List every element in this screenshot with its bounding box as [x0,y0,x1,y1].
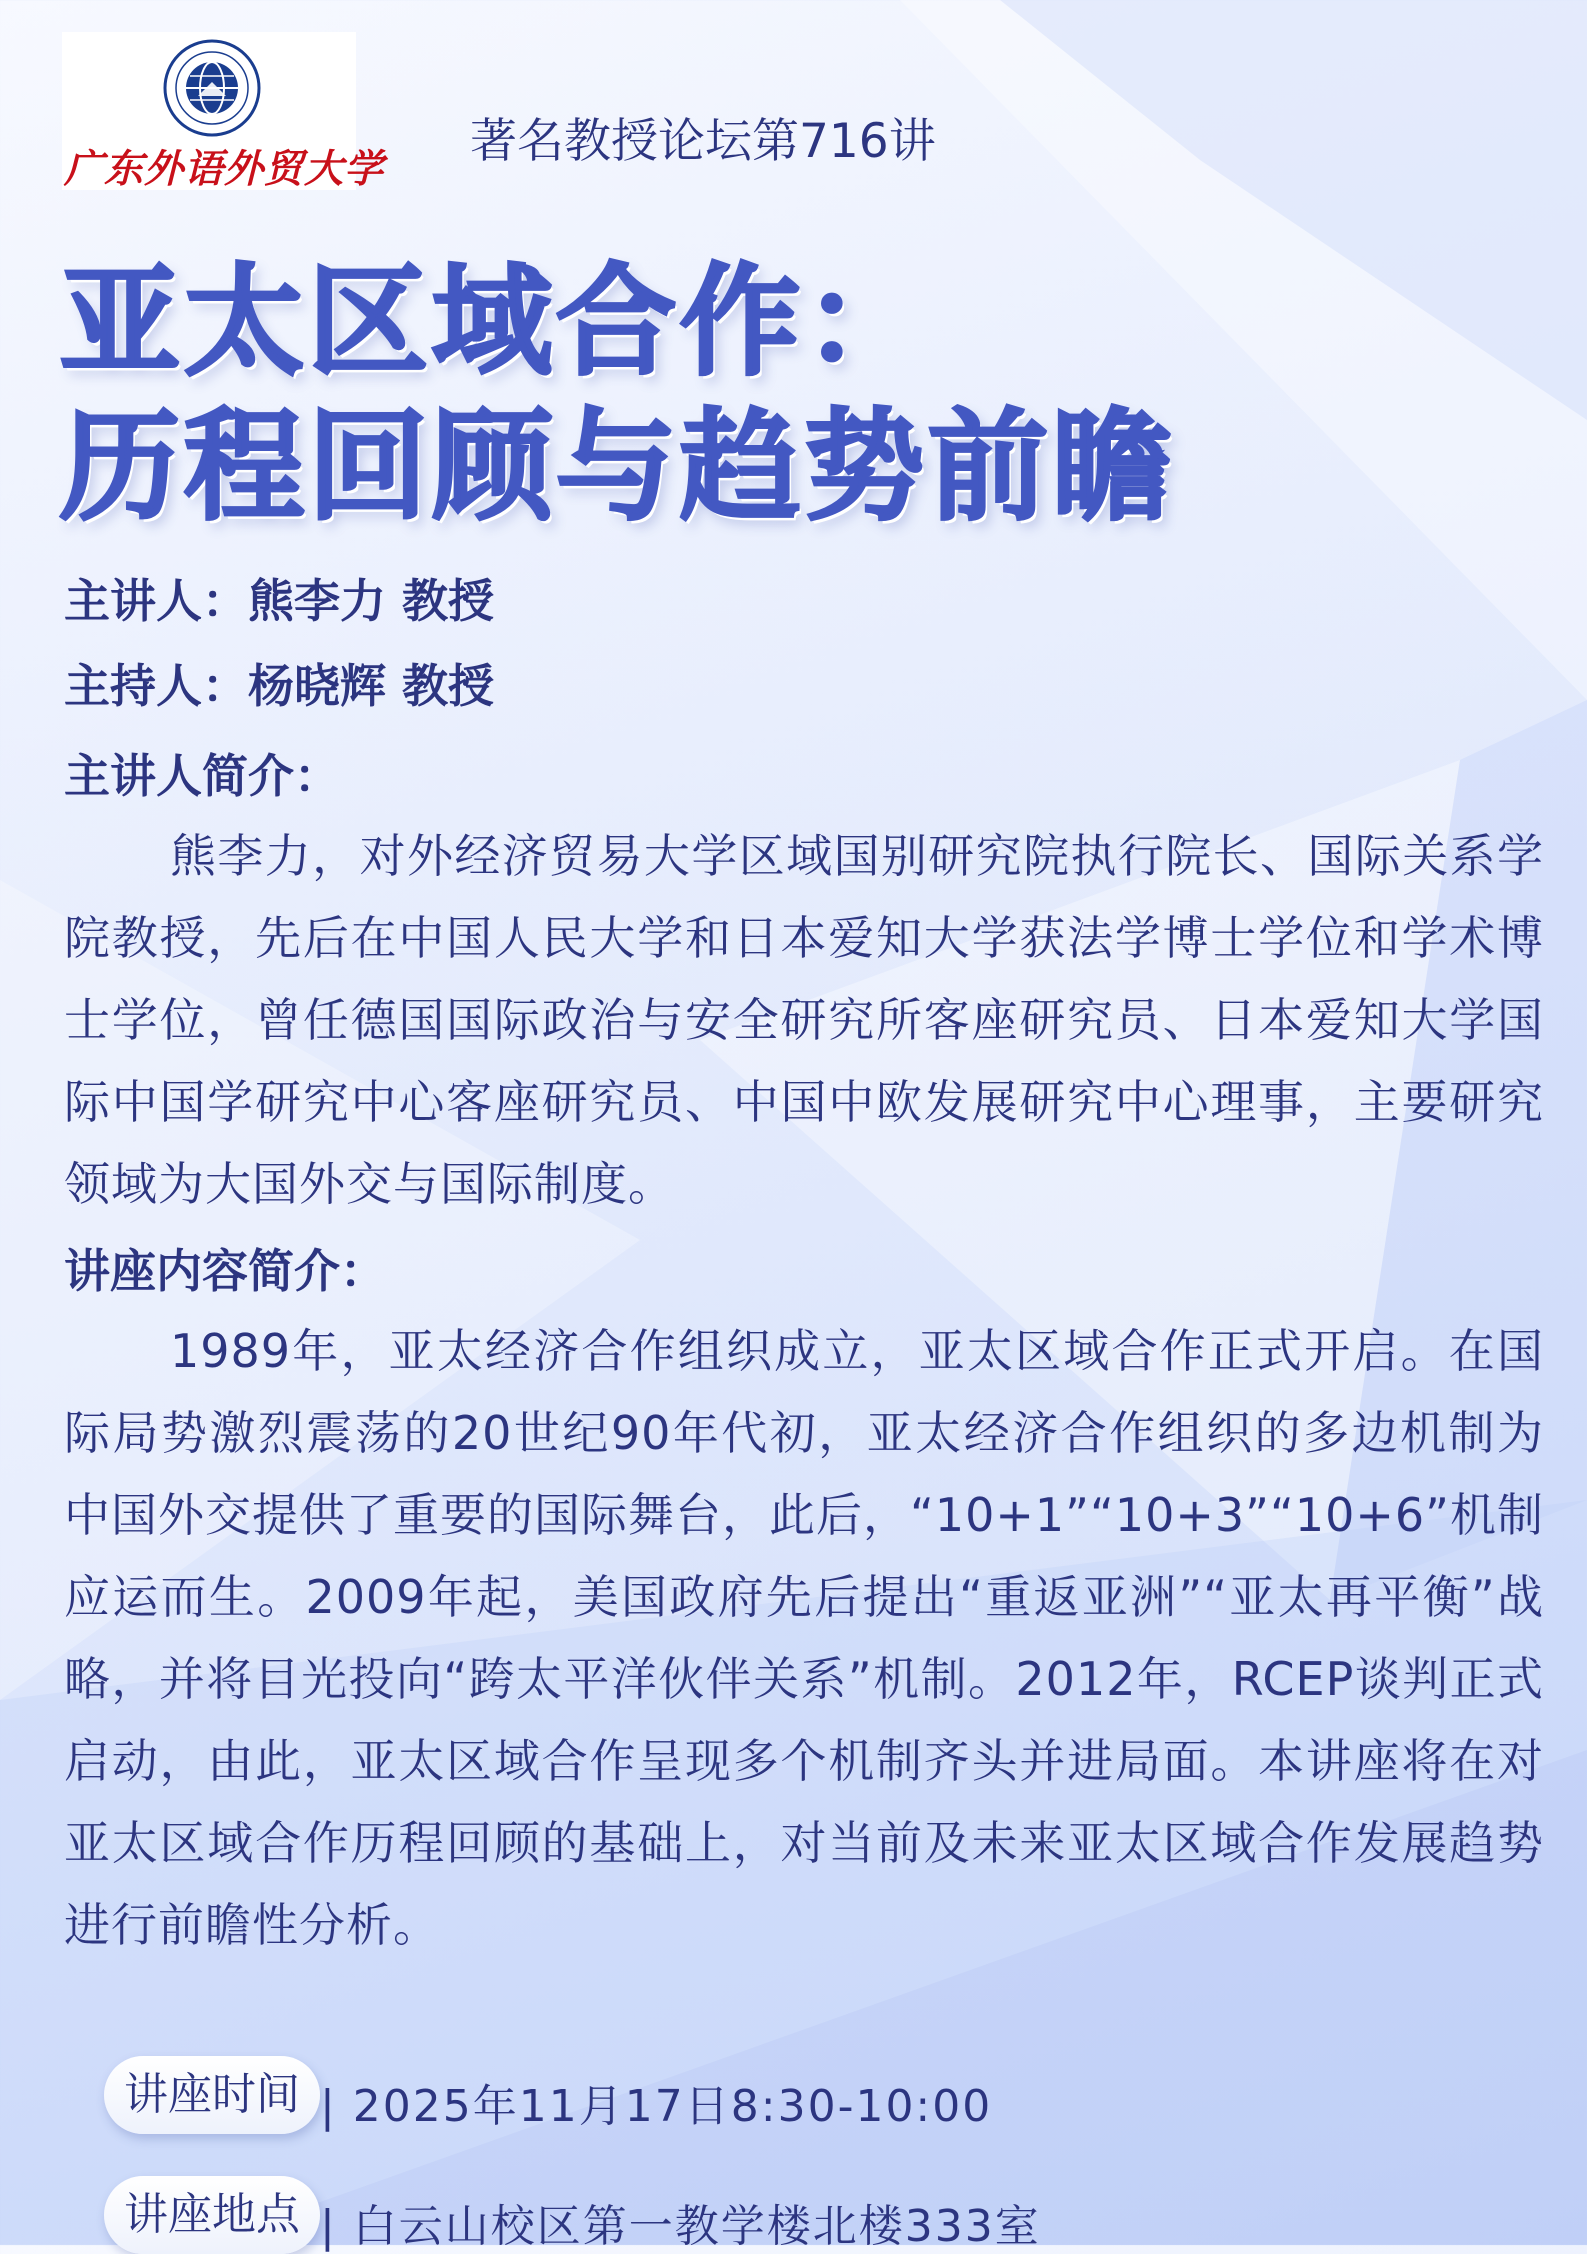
speaker-bio [64,815,1544,1225]
forum-series-title: 著名教授论坛第716讲 [470,114,936,169]
lecture-title [60,250,1176,540]
lecture-title-line-1: 亚太区域合作： [60,253,928,392]
lecture-time: | 2025年11月17日8:30-10:00 [320,2081,993,2132]
lecture-content-text: 1989年，亚太经济合作组织成立，亚太区域合作正式开启。在国际局势激烈震荡的20世纪90年代初，亚太经济合作组织的多边机制为中国外交提供了重要的国际舞台，此后，“10+1”“10+3”“10+6”机制应运而生。2009年起，美国政府先后提出“重返亚洲”“亚太再平衡”战略，并将目光投向“跨太平洋伙伴关系”机制。2012年，RCEP谈判正式启动，由此，亚太区域合作呈现多个机制齐头并进局面。本讲座将在对亚太区域合作历程回顾的基础上，对当前及未来亚太区域合作发展趋势进行前瞻性分析。 [64,1324,1545,1952]
lecture-location: | 白云山校区第一教学楼北楼333室 [320,2201,1041,2252]
location-label-badge: 讲座地点 [104,2176,320,2254]
time-label-badge: 讲座时间 [104,2056,320,2134]
speaker-line: 主讲人：熊李力 教授 [64,574,495,628]
university-logo [62,32,385,192]
university-name: 广东外语外贸大学 [64,146,385,192]
host-line: 主持人：杨晓辉 教授 [64,659,495,713]
content-heading: 讲座内容简介： [64,1244,386,1298]
lecture-content [64,1310,1544,1966]
lecture-title-line-2: 历程回顾与趋势前瞻 [60,398,1176,537]
university-emblem-icon [162,38,262,138]
bio-heading: 主讲人简介： [64,749,340,803]
speaker-bio-text: 熊李力，对外经济贸易大学区域国别研究院执行院长、国际关系学院教授，先后在中国人民大学和日本爱知大学获法学博士学位和学术博士学位，曾任德国国际政治与安全研究所客座研究员、日本爱知大学国际中国学研究中心客座研究员、中国中欧发展研究中心理事，主要研究领域为大国外交与国际制度。 [64,829,1544,1211]
